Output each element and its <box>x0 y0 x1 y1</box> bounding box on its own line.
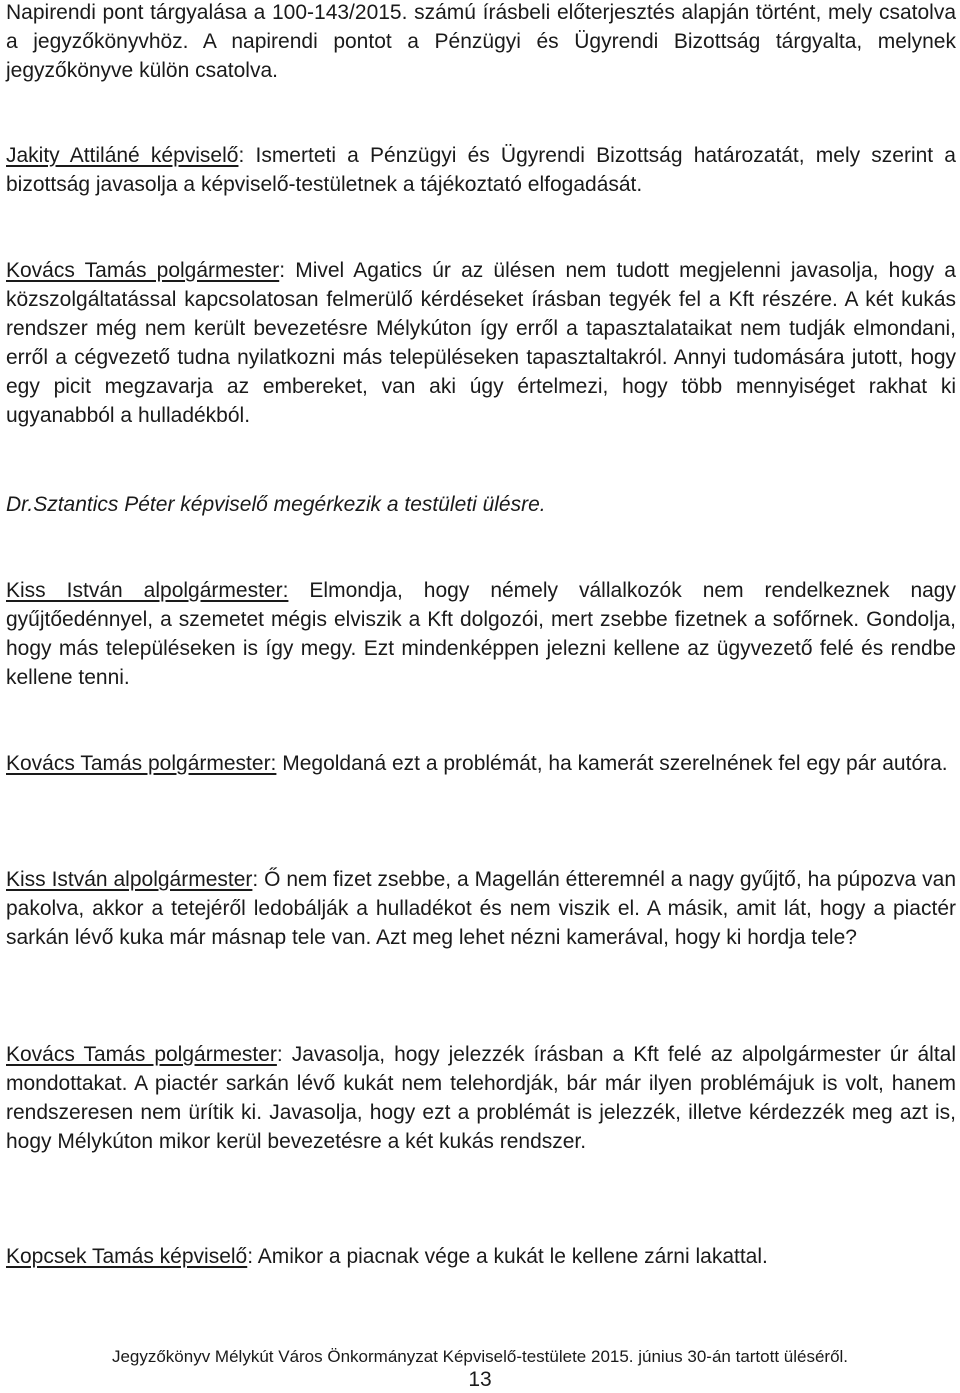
page-footer: Jegyzőkönyv Mélykút Város Önkormányzat Képviselő-testülete 2015. június 30-án tartott üléséről. <box>111 1347 849 1366</box>
paragraph-kovacs-2 <box>6 749 956 778</box>
speaker-name: Kopcsek Tamás képviselő <box>6 1245 248 1268</box>
paragraph-text: Elmondja, hogy némely vállalkozók nem rendelkeznek nagy gyűjtőedénnyel, a szemetet mégis elviszik a Kft dolgozói, mert zsebbe fizetnek a sofőrnek. Gondolja, hogy más településeken is így megy. Ezt mindenképpen jelezni kellene az ügyvezető felé és rendbe kellene tenni. <box>6 579 956 689</box>
speaker-name: Kiss István alpolgármester: <box>6 579 289 602</box>
paragraph-note <box>6 490 956 519</box>
speaker-name: Kovács Tamás polgármester: <box>6 752 277 775</box>
paragraph-jakity <box>6 141 956 199</box>
speaker-separator: : <box>279 259 286 282</box>
paragraph-text: Megoldaná ezt a problémát, ha kamerát szerelnének fel egy pár autóra. <box>276 752 948 775</box>
speaker-name: Kovács Tamás polgármester <box>6 259 280 282</box>
paragraph-text: Mivel Agatics úr az ülésen nem tudott megjelenni javasolja, hogy a közszolgáltatással kapcsolatosan felmerülő kérdéseket írásban tegyék fel a Kft részére. A két kukás rendszer még nem került bevezetésre Mélykúton így erről a tapasztalataikat nem tudják elmondani, erről a cégvezető tudna nyilatkozni más településeken tapasztaltakról. Annyi tudomására jutott, hogy egy picit megzavarja az embereket, van aki úgy értelmezi, hogy több mennyiséget rakhat ki ugyanabból a hulladékból. <box>6 259 956 427</box>
paragraph-kovacs-3 <box>6 1040 956 1156</box>
paragraph-text: Javasolja, hogy jelezzék írásban a Kft felé az alpolgármester úr által mondottakat. A piactér sarkán lévő kukát nem telehordják, bár már ilyen problémájuk is volt, hanem rendszeresen nem ürítik ki. Javasolja, hogy ezt a problémát is jelezzék, illetve kérdezzék meg azt is, hogy Mélykúton mikor kerül bevezetésre a két kukás rendszer. <box>6 1043 956 1153</box>
paragraph-kopcsek <box>6 1242 956 1271</box>
speaker-separator: : <box>276 1043 283 1066</box>
speaker-name: Jakity Attiláné képviselő <box>6 144 239 167</box>
paragraph-text: Ismerteti a Pénzügyi és Ügyrendi Bizottság határozatát, mely szerint a bizottság javasolja a képviselő-testületnek a tájékoztató elfogadását. <box>6 144 956 196</box>
page-number: 13 <box>468 1368 492 1391</box>
speaker-separator: : <box>252 868 259 891</box>
speaker-name: Kiss István alpolgármester <box>6 868 253 891</box>
paragraph-intro <box>6 0 956 85</box>
paragraph-text: Amikor a piacnak vége a kukát le kellene zárni lakattal. <box>253 1245 768 1268</box>
paragraph-kovacs-1 <box>6 256 956 430</box>
paragraph-kiss-1 <box>6 576 956 692</box>
speaker-name: Kovács Tamás polgármester <box>6 1043 277 1066</box>
paragraph-text: Napirendi pont tárgyalása a 100-143/2015. számú írásbeli előterjesztés alapján történt, mely csatolva a jegyzőkönyvhöz. A napirendi pontot a Pénzügyi és Ügyrendi Bizottság tárgyalta, melynek jegyzőkönyve külön csatolva. <box>6 1 956 82</box>
paragraph-kiss-2 <box>6 865 956 952</box>
speaker-separator: : <box>238 144 245 167</box>
note-text: Dr.Sztantics Péter képviselő megérkezik a testületi ülésre. <box>6 493 546 516</box>
speaker-separator: : <box>247 1245 254 1268</box>
paragraph-text: Ő nem fizet zsebbe, a Magellán étteremnél a nagy gyűjtő, ha púpozva van pakolva, akkor a tetejéről ledobálják a hulladékot és nem viszik el. A másik, amit lát, hogy a piactér sarkán lévő kuka már másnap tele van. Azt meg lehet nézni kamerával, hogy ki hordja tele? <box>6 868 956 949</box>
